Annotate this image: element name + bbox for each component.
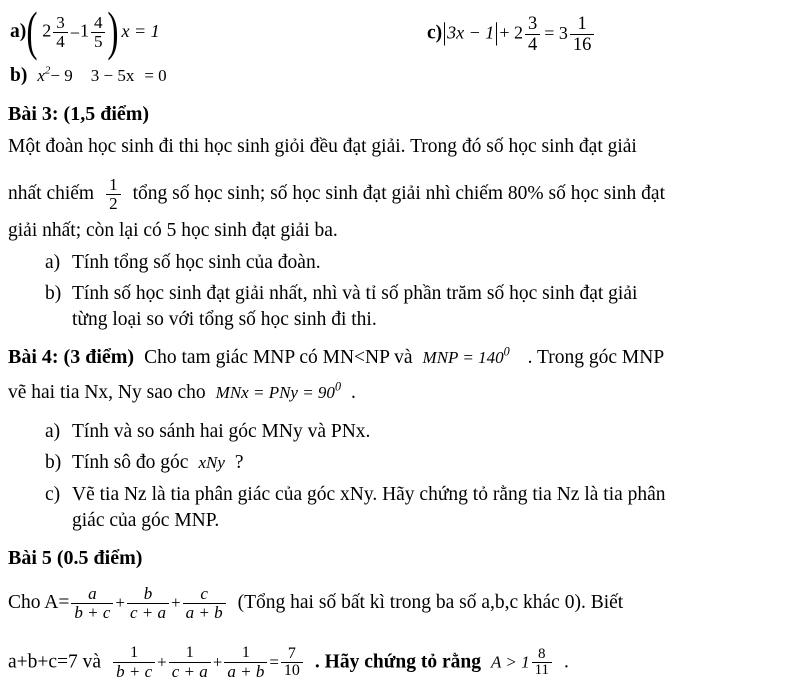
b-term-2: − 9 [50,66,73,85]
f3-numerator: c [183,585,226,604]
mixed-number-2: 1 $\frac{4}{5}$ [80,14,108,51]
angle-rays-superscript: 0 [334,379,341,394]
problem3-item-b [45,283,637,331]
g2-numerator: 1 [169,645,211,663]
problem3-fraction-numerator: 1 [106,176,121,195]
mixed-1-numerator: 3 [53,14,68,33]
problem4-item-c [45,484,666,532]
abs-bar-right: | [494,19,499,47]
g3-denominator: a + b [227,661,265,681]
angle-rays-value: MNx = PNy = 90 [215,383,335,402]
problem3-fraction-denominator: 2 [109,194,118,214]
problem4-item-a [45,421,370,443]
angle-mnp-superscript: 0 [503,344,510,359]
f2-numerator: b [127,585,169,604]
mixed-2-denominator: 5 [93,32,103,52]
conclusion-pre: A > 1 [491,652,530,672]
g3-numerator: 1 [224,645,267,663]
problem5-line2 [8,645,569,681]
b-term-1: x [37,66,45,85]
problem2-item-a [10,0,160,61]
g1-g2-operator: + [157,652,167,672]
b-term-4: = 0 [144,66,167,85]
problem4-item-b-marker: b) [45,452,62,473]
c-mixed-1-denominator: 4 [527,33,538,55]
problem2-item-c [427,14,596,54]
problem3-item-b-text-cont: từng loại so với tổng số học sinh đi thi. [72,309,377,330]
f1-f2-operator: + [115,592,126,612]
mixed-2-numerator: 4 [91,14,106,33]
problem4-item-b-text-pre: Tính sô đo góc [72,452,189,473]
plus-mixed: + 2 [499,22,523,43]
problem2-item-b-marker: b) [10,65,28,86]
subtract-operator: − [69,22,80,43]
g2-g3-operator: + [212,652,223,672]
problem5-line2-post: . [564,651,569,673]
b-exponent: 2 [44,64,51,77]
problem3-item-a-marker: a) [45,252,61,273]
f1-denominator: b + c [74,603,111,623]
problem3-body-line2-post: tổng số học sinh; số học sinh đạt giải nhì chiếm 80% số học sinh đạt [132,182,665,204]
abs-inner-expression: 3x − 1 [447,22,495,43]
conclusion-denominator: 11 [534,662,550,679]
angle-mnp-value: MNP = 140 [422,348,504,367]
g4-denominator: 10 [283,662,300,680]
problem5-line1-post: (Tổng hai số bất kì trong ba số a,b,c khác 0). Biết [237,591,624,613]
problem2-item-a-tail: x = 1 [121,21,160,42]
problem3-body-line3: giải nhất; còn lại có 5 học sinh đạt giải ba. [8,220,338,241]
problem3-item-b-marker: b) [45,283,62,304]
g4-numerator: 7 [281,646,303,664]
c-mixed-2-numerator: 1 [570,14,595,35]
problem4-item-c-text-cont: giác của góc MNP. [72,510,220,531]
conclusion-numerator: 8 [532,647,552,664]
problem4-item-a-text: Tính và so sánh hai góc MNy và PNx. [72,421,371,442]
problem3-body-line2-pre: nhất chiếm [8,182,95,204]
angle-xny: xNy [198,453,225,472]
f2-f3-operator: + [171,592,181,612]
problem4-item-a-marker: a) [45,421,61,442]
problem3-body-line1: Một đoàn học sinh đi thi học sinh giỏi đều đạt giải. Trong đó số học sinh đạt giải [8,136,637,157]
f1-numerator: a [71,585,113,604]
problem4-intro-line1 [8,344,665,368]
problem3-body-line2 [8,176,665,213]
g1-denominator: b + c [116,661,153,681]
c-mixed-2-denominator: 16 [572,33,592,55]
problem4-item-c-text: Vẽ tia Nz là tia phân giác của góc xNy. Hãy chứng tỏ rằng tia Nz là tia phân [72,484,666,505]
problem4-item-b-body [45,452,244,474]
mixed-number-1: 2 $\frac{3}{4}$ [42,14,70,51]
problem5-line2-pre: a+b+c=7 và [8,651,102,673]
f3-denominator: a + b [185,603,223,623]
c-mixed-1-numerator: 3 [525,14,540,35]
right-paren: ) [107,0,120,61]
problem5-line1-pre: Cho A= [8,591,70,613]
problem4-item-c-marker: c) [45,484,61,505]
sum-equals-operator: = [269,652,279,672]
problem5-heading: Bài 5 (0.5 điểm) [8,547,143,569]
problem4-intro-line2-post: . [350,382,356,403]
problem2-item-c-marker: c) [427,22,443,44]
problem4-intro-line1-pre: Cho tam giác MNP có MN<NP và [144,347,413,368]
problem3-item-a-text: Tính tổng số học sinh của đoàn. [72,252,321,273]
abs-bar-left: | [442,19,447,47]
problem5-line1 [8,585,623,622]
g1-numerator: 1 [113,645,155,663]
problem4-intro-line2-pre: vẽ hai tia Nx, Ny sao cho [8,382,206,403]
problem2-item-a-expression [26,0,120,61]
problem4-item-b-text-post: ? [234,452,244,473]
problem2-item-a-marker: a) [10,21,27,43]
left-paren: ( [26,0,38,61]
f2-denominator: c + a [130,603,167,623]
mixed-1-denominator: 4 [56,32,65,52]
b-term-3: 3 − 5x [90,66,135,85]
problem4-item-b [45,452,244,474]
problem4-intro-line1-post: . Trong góc MNP [527,347,665,368]
problem3-item-a [45,252,321,274]
problem2-item-b [10,66,167,86]
problem5-line2-mid: . Hãy chứng tỏ rằng [314,651,482,673]
problem4-heading: Bài 4: (3 điểm) [8,346,135,368]
problem3-heading: Bài 3: (1,5 điểm) [8,103,150,125]
problem4-intro-line2 [8,379,356,403]
problem3-item-b-text: Tính số học sinh đạt giải nhất, nhì và tỉ số phần trăm số học sinh đạt giải [72,283,638,304]
g2-denominator: c + a [171,661,208,681]
equals-three: = 3 [544,22,568,43]
